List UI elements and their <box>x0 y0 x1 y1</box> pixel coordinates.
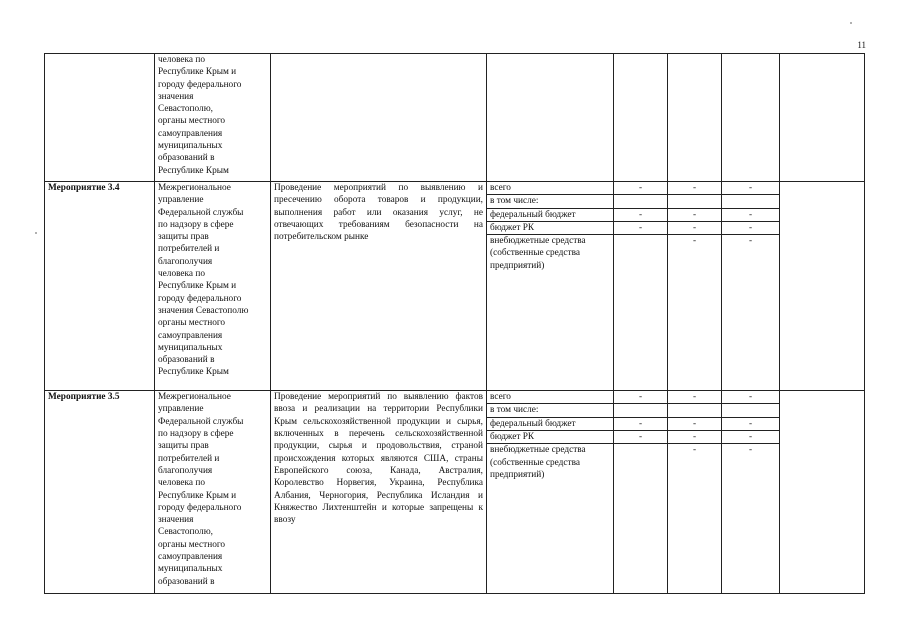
funding-value: - <box>614 221 668 234</box>
event-name-cell <box>45 54 155 182</box>
page-number: 11 <box>857 40 866 50</box>
event-row <box>45 182 865 195</box>
funding-value: - <box>614 182 668 195</box>
funding-source: внебюджетные средства (собственные средства предприятий) <box>487 235 614 391</box>
value-cell <box>780 182 865 391</box>
description-cell: Проведение мероприятий по выявлению и пресечению оборота товаров и продукции, выполнения работ или оказания услуг, не отвечающих требованиям безопасности на потребительском рынке <box>271 182 487 391</box>
funding-value: - <box>722 431 780 444</box>
funding-value <box>668 195 722 208</box>
program-events-table <box>44 53 865 594</box>
funding-value: - <box>614 208 668 221</box>
funding-source: федеральный бюджет <box>487 417 614 430</box>
funding-source: всего <box>487 391 614 404</box>
funding-source: в том числе: <box>487 404 614 417</box>
funding-source: бюджет РК <box>487 431 614 444</box>
funding-value: - <box>668 417 722 430</box>
value-cell <box>722 54 780 182</box>
funding-source: федеральный бюджет <box>487 208 614 221</box>
funding-source: внебюджетные средства (собственные средства предприятий) <box>487 444 614 594</box>
description-cell <box>271 54 487 182</box>
funding-value: - <box>614 431 668 444</box>
event-name: Мероприятие 3.5 <box>45 391 155 594</box>
value-cell <box>780 391 865 594</box>
scan-speck <box>35 232 37 234</box>
value-cell <box>780 54 865 182</box>
funding-source: всего <box>487 182 614 195</box>
funding-source: в том числе: <box>487 195 614 208</box>
funding-value: - <box>668 208 722 221</box>
funding-value <box>614 195 668 208</box>
funding-value <box>722 195 780 208</box>
executor-cell: Межрегиональное управление Федеральной службы по надзору в сфере защиты прав потребителей и благополучия человека по Республике Крым и городу федерального значения Севастополю органы местного самоуправления муниципальных образований в Республике Крым <box>155 182 271 391</box>
event-name: Мероприятие 3.4 <box>45 182 155 391</box>
event-row <box>45 391 865 404</box>
funding-value: - <box>668 182 722 195</box>
funding-value: - <box>614 391 668 404</box>
continuation-row <box>45 54 865 182</box>
funding-value <box>614 444 668 594</box>
funding-value <box>668 404 722 417</box>
executor-cell: человека по Республике Крым и городу федерального значения Севастополю, органы местного самоуправления муниципальных образований в Республике Крым <box>155 54 271 182</box>
funding-value: - <box>722 391 780 404</box>
funding-value: - <box>668 391 722 404</box>
funding-value: - <box>722 444 780 594</box>
source-cell <box>487 54 614 182</box>
value-cell <box>668 54 722 182</box>
value-cell <box>614 54 668 182</box>
funding-value: - <box>722 221 780 234</box>
funding-value: - <box>668 444 722 594</box>
funding-value: - <box>722 208 780 221</box>
executor-cell: Межрегиональное управление Федеральной службы по надзору в сфере защиты прав потребителей и благополучия человека по Республике Крым и городу федерального значения Севастополю, органы местного самоуправления муниципальных образований в <box>155 391 271 594</box>
funding-value: - <box>668 235 722 391</box>
description-cell: Проведение мероприятий по выявлению фактов ввоза и реализации на территории Республики Крым сельскохозяйственной продукции и сырья, включенных в перечень сельскохозяйственной продукции, сырья и продовольствия, страной происхождения которых являются США, страны Европейского союза, Канада, Австралия, Королевство Норвегия, Украина, Республика Албания, Черногория, Республика Исландия и Княжество Лихтенштейн и которые запрещены к ввозу <box>271 391 487 594</box>
funding-source: бюджет РК <box>487 221 614 234</box>
funding-value: - <box>722 182 780 195</box>
funding-value <box>614 404 668 417</box>
funding-value: - <box>722 235 780 391</box>
funding-value <box>722 404 780 417</box>
funding-value: - <box>668 221 722 234</box>
funding-value <box>614 235 668 391</box>
scan-speck <box>850 22 852 24</box>
funding-value: - <box>614 417 668 430</box>
funding-value: - <box>722 417 780 430</box>
funding-value: - <box>668 431 722 444</box>
